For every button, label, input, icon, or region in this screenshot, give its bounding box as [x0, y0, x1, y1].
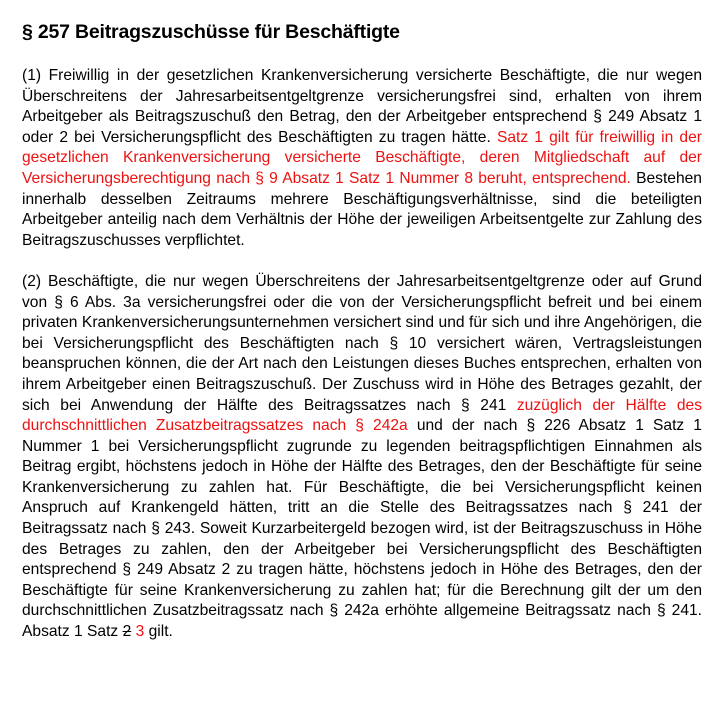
inserted-number: 3	[135, 623, 145, 641]
paragraph-2-text: (2) Beschäftigte, die nur wegen Überschreitens der Jahresarbeitsentgeltgrenze oder auf Grund von § 6 Abs. 3a versicherungsfrei oder die von der Versicherungspflicht befreit und bei einem privaten Krankenversicherungsunternehmen versichert sind und für sich und ihre Angehörigen, die bei Versicherungspflicht des Beschäftigten nach § 10 versichert wären, Vertragsleistungen beanspruchen können, die der Art nach den Leistungen dieses Buches entsprechen, erhalten von ihrem Arbeitgeber einen Beitragszuschuß. Der Zuschuss wird in Höhe des Betrages gezahlt, der sich bei Anwendung der Hälfte des Beitragssatzes nach § 241	[22, 272, 702, 414]
document-page	[22, 18, 702, 643]
paragraph-1-inserted-text: Satz 1 gilt für freiwillig in der gesetzlichen Krankenversicherung versicherte Beschäftigte, deren Mitgliedschaft auf der Versicherungsberechtigung nach § 9 Absatz 1 Satz 1 Nummer 8 beruht, entsprechend.	[22, 128, 702, 187]
paragraph-1-text-continued: Bestehen innerhalb desselben Zeitraums mehrere Beschäftigungsverhältnisse, sind die beteiligten Arbeitgeber anteilig nach dem Verhältnis der Höhe der jeweiligen Arbeitsentgelte zur Zahlung des Beitragszuschusses verpflichtet.	[22, 169, 702, 249]
paragraph-1	[22, 66, 702, 251]
deleted-number: 2	[122, 623, 132, 641]
paragraph-2-text-end: gilt.	[148, 623, 173, 641]
paragraph-2	[22, 272, 702, 643]
paragraph-2-text-continued: und der nach § 226 Absatz 1 Satz 1 Nummer 1 bei Versicherungspflicht zugrunde zu legenden beitragspflichtigen Einnahmen als Beitrag ergibt, höchstens jedoch in Höhe der Hälfte des Betrages, den der Beschäftigte für seine Krankenversicherung zu zahlen hat. Für Beschäftigte, die bei Versicherungspflicht keinen Anspruch auf Krankengeld hätten, tritt an die Stelle des Beitragssatzes nach § 241 der Beitragssatz nach § 243. Soweit Kurzarbeitergeld bezogen wird, ist der Beitragszuschuss in Höhe des Betrages zu zahlen, den der Arbeitgeber bei Versicherungspflicht des Beschäftigten entsprechend § 249 Absatz 2 zu tragen hätte, höchstens jedoch in Höhe des Betrages, den der Beschäftigte für seine Krankenversicherung zu zahlen hat; für die Berechnung gilt der um den durchschnittlichen Zusatzbeitragssatz nach § 242a erhöhte allgemeine Beitragssatz nach § 241. Absatz 1 Satz	[22, 417, 702, 641]
paragraph-1-text: (1) Freiwillig in der gesetzlichen Krankenversicherung versicherte Beschäftigte, die nur wegen Überschreitens der Jahresarbeitsentgeltgrenze versicherungsfrei sind, erhalten von ihrem Arbeitgeber als Beitragszuschuß den Betrag, den der Arbeitgeber entsprechend § 249 Absatz 1 oder 2 bei Versicherungspflicht des Beschäftigten zu tragen hätte.	[22, 67, 702, 146]
section-title: § 257 Beitragszuschüsse für Beschäftigte	[22, 21, 400, 43]
paragraph-2-inserted-text: zuzüglich der Hälfte des durchschnittlichen Zusatzbeitragssatzes nach § 242a	[22, 396, 702, 435]
